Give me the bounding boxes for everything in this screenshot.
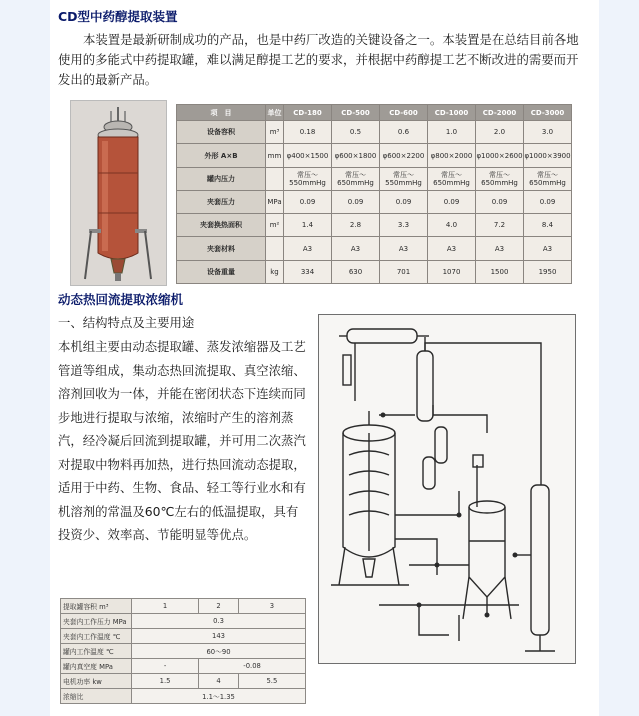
section-body-text: 本机组主要由动态提取罐、蒸发浓缩器及工艺管道等组成，集动态热回流提取、真空浓缩、溶剂回收为一体，并能在密闭状态下连续而同步地进行提取与浓缩，浓缩时产生的溶剂蒸汽，经冷凝后回流到提取罐，并可用二次蒸汽对提取中物料再加热，进行热回流动态提取，适用于中药、生物、食品、轻工等行业水和有机溶剂的常温及60℃左右的低温提取，具有投资少、效率高、节能明显等优点。 — [58, 339, 306, 542]
plant-schematic-drawing — [318, 314, 576, 664]
table-cell: 3.3 — [380, 214, 428, 237]
table-row — [177, 260, 572, 283]
table-cell: MPa — [266, 190, 284, 213]
table-row — [177, 121, 572, 144]
table-cell: 常压～650mmHg — [476, 167, 524, 190]
table-header-cell: CD-2000 — [476, 105, 524, 121]
table-header-cell: CD-600 — [380, 105, 428, 121]
table-cell: 罐内真空度 MPa — [61, 659, 132, 674]
table-cell: -0.08 — [199, 659, 306, 674]
table-cell: A3 — [284, 237, 332, 260]
table-cell: 0.6 — [380, 121, 428, 144]
table-cell: 1500 — [476, 260, 524, 283]
table-cell: m² — [266, 214, 284, 237]
section-subtitle: 一、结构特点及主要用途 — [58, 315, 195, 330]
table-cell: kg — [266, 260, 284, 283]
table-cell: 4 — [199, 674, 239, 689]
table-cell: 0.09 — [524, 190, 572, 213]
table-cell: 0.09 — [332, 190, 380, 213]
table-header-row — [177, 105, 572, 121]
table-cell: m³ — [266, 121, 284, 144]
spec-table-cd — [176, 104, 572, 284]
table-cell: 电机功率 kw — [61, 674, 132, 689]
table-cell: 夹套压力 — [177, 190, 266, 213]
table-cell — [266, 237, 284, 260]
table-cell: 1 — [132, 599, 199, 614]
table-header-cell: CD-180 — [284, 105, 332, 121]
table-row — [177, 214, 572, 237]
table-cell: 夹套内工作温度 ℃ — [61, 629, 132, 644]
table-cell: 0.18 — [284, 121, 332, 144]
table-cell: 7.2 — [476, 214, 524, 237]
section-title-dynamic: 动态热回流提取浓缩机 — [58, 292, 184, 307]
table-cell: A3 — [332, 237, 380, 260]
table-cell: 0.3 — [132, 614, 306, 629]
section-title-cd: CD型中药醇提取装置 — [58, 9, 178, 24]
table-row — [177, 190, 572, 213]
table-cell: 1.1～1.35 — [132, 689, 306, 704]
table-cell: φ800×2000 — [428, 144, 476, 167]
table-cell: 提取罐容积 m³ — [61, 599, 132, 614]
table-cell: 1.5 — [132, 674, 199, 689]
left-margin — [0, 0, 50, 716]
table-row — [61, 659, 306, 674]
table-cell: 2.8 — [332, 214, 380, 237]
table-cell: - — [132, 659, 199, 674]
table-cell: 夹套换热面积 — [177, 214, 266, 237]
table-cell: A3 — [380, 237, 428, 260]
table-cell: 常压～550mmHg — [284, 167, 332, 190]
table-cell: 0.5 — [332, 121, 380, 144]
table-cell: 2 — [199, 599, 239, 614]
table-cell: 罐内工作温度 ℃ — [61, 644, 132, 659]
table-cell: 630 — [332, 260, 380, 283]
table-cell: 0.09 — [476, 190, 524, 213]
table-row — [61, 689, 306, 704]
table-cell: 143 — [132, 629, 306, 644]
table-cell: 设备重量 — [177, 260, 266, 283]
table-cell: φ1000×3900 — [524, 144, 572, 167]
table-cell: φ1000×2600 — [476, 144, 524, 167]
table-cell: 3 — [238, 599, 305, 614]
schematic-icon — [319, 315, 575, 663]
table-row — [61, 599, 306, 614]
vessel-icon — [71, 101, 166, 285]
table-cell: 60～90 — [132, 644, 306, 659]
table-cell: 夹套材料 — [177, 237, 266, 260]
table-cell: 8.4 — [524, 214, 572, 237]
table-cell: 334 — [284, 260, 332, 283]
table-cell: 常压～650mmHg — [428, 167, 476, 190]
table-header-cell: CD-3000 — [524, 105, 572, 121]
table-cell: 外形 A×B — [177, 144, 266, 167]
table-cell: φ600×2200 — [380, 144, 428, 167]
table-row — [61, 614, 306, 629]
table-cell: 常压～550mmHg — [380, 167, 428, 190]
right-margin — [599, 0, 639, 716]
table-cell: 常压～650mmHg — [332, 167, 380, 190]
table-header-cell: CD-500 — [332, 105, 380, 121]
table-cell: 0.09 — [380, 190, 428, 213]
table-cell: 罐内压力 — [177, 167, 266, 190]
table-cell: φ600×1800 — [332, 144, 380, 167]
table-cell: 1950 — [524, 260, 572, 283]
table-cell: 701 — [380, 260, 428, 283]
table-cell: 浓缩比 — [61, 689, 132, 704]
table-row — [61, 629, 306, 644]
table-cell: 0.09 — [284, 190, 332, 213]
table-cell: 5.5 — [238, 674, 305, 689]
table-header-cell: 项 目 — [177, 105, 266, 121]
table-cell: mm — [266, 144, 284, 167]
table-cell: 3.0 — [524, 121, 572, 144]
section-intro-cd: 本装置是最新研制成功的产品，也是中药厂改造的关键设备之一。本装置是在总结目前各地使用的多能式中药提取罐，难以满足醇提工艺的要求，并根据中药醇提工艺不断改进的需要而开发出的最新产品。 — [58, 32, 579, 87]
table-row — [177, 237, 572, 260]
table-header-cell: CD-1000 — [428, 105, 476, 121]
table-cell: A3 — [524, 237, 572, 260]
table-cell: 1070 — [428, 260, 476, 283]
table-cell: 设备容积 — [177, 121, 266, 144]
table-row — [61, 644, 306, 659]
extraction-vessel-photo — [70, 100, 167, 286]
table-cell: φ400×1500 — [284, 144, 332, 167]
table-cell: 夹套内工作压力 MPa — [61, 614, 132, 629]
table-row — [61, 674, 306, 689]
table-cell: 1.0 — [428, 121, 476, 144]
table-cell: A3 — [428, 237, 476, 260]
table-row — [177, 167, 572, 190]
table-cell — [266, 167, 284, 190]
table-cell: A3 — [476, 237, 524, 260]
table-cell: 4.0 — [428, 214, 476, 237]
table-cell: 0.09 — [428, 190, 476, 213]
table-header-cell: 单位 — [266, 105, 284, 121]
table-cell: 1.4 — [284, 214, 332, 237]
spec-table-dynamic — [60, 598, 306, 704]
table-row — [177, 144, 572, 167]
table-cell: 常压～650mmHg — [524, 167, 572, 190]
table-cell: 2.0 — [476, 121, 524, 144]
